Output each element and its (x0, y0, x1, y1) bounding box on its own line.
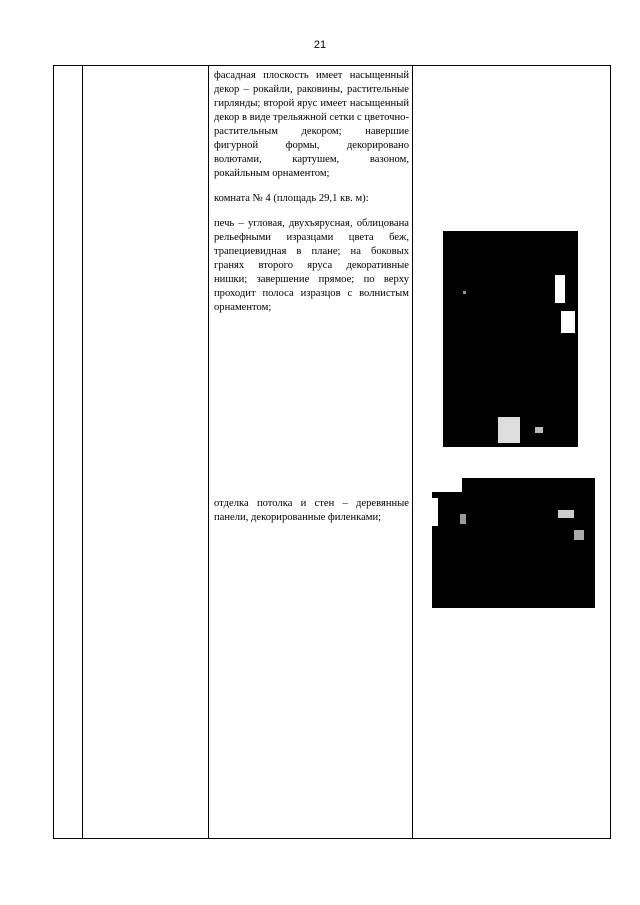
paragraph-stove-description: печь – угловая, двухъярусная, облицована рельефными изразцами цвета беж, трапециевидная в плане; на боковых гранях второго яруса декоративные нишки; завершение прямое; по верху проходит полоса изразцов с волнистым орнаментом; (214, 218, 409, 313)
column-divider-1 (82, 66, 83, 838)
attribute-table (53, 65, 611, 839)
column-divider-2 (208, 66, 209, 838)
paragraph-facade-decor: фасадная плоскость имеет насыщенный декор – рокайли, раковины, растительные гирлянды; второй ярус имеет насыщенный декор в виде трельяжной сетки с цветочно-растительным декором; навершие фигурной формы, декорировано волютами, картушем, вазоном, рокайльным орнаментом; (214, 70, 409, 179)
column-divider-3 (412, 66, 413, 838)
photo-stove (443, 231, 578, 447)
photo-ceiling-panels (432, 478, 595, 608)
paragraph-room-4-heading: комната № 4 (площадь 29,1 кв. м): (214, 193, 369, 204)
description-column (214, 69, 409, 525)
paragraph-wall-finish: отделка потолка и стен – деревянные панели, декорированные филенками; (214, 498, 409, 523)
page-number: 21 (313, 39, 327, 51)
